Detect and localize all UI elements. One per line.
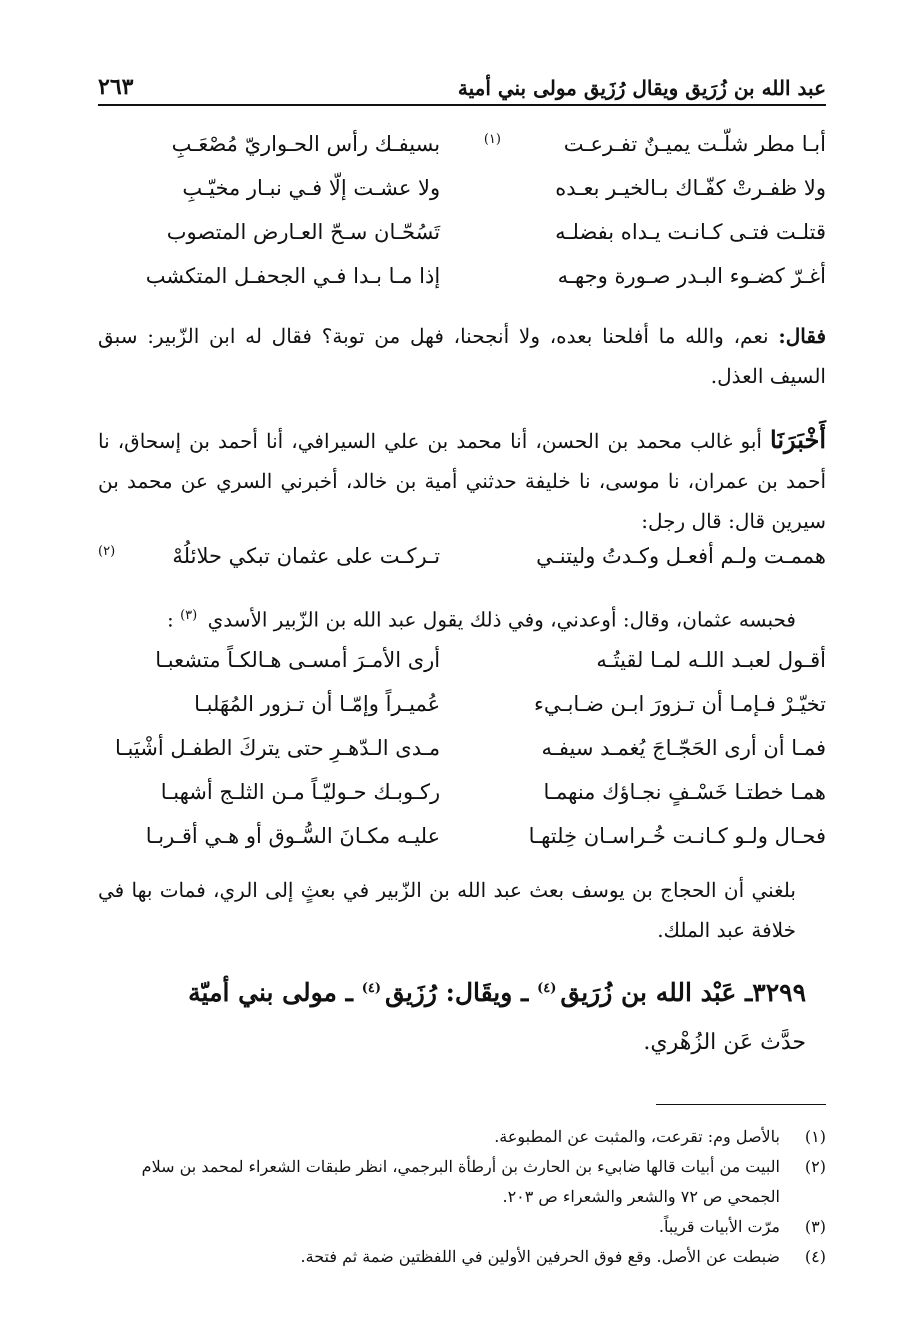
footnote-ref: (٣) bbox=[180, 608, 198, 623]
hemistich-first: أقـول لعبـد اللـه لمـا لقيتُـه bbox=[596, 648, 826, 672]
running-title: عبد الله بن زُرَيق ويقال رُزَيق مولى بني أمية bbox=[457, 76, 826, 100]
paragraph-reply bbox=[98, 316, 826, 396]
paragraph-text: بلغني أن الحجاج بن يوسف بعث عبد الله بن الزّبير في بعثٍ إلى الري، فمات بها في خلافة عبد الملك. bbox=[98, 878, 796, 942]
footnote-number: (١) bbox=[804, 1127, 826, 1146]
footnote bbox=[98, 1212, 826, 1242]
footnote-text: ضبطت عن الأصل. وقع فوق الحرفين الأولين في اللفظتين ضمة ثم فتحة. bbox=[300, 1247, 780, 1266]
entry-name: ـ عَبْد الله بن زُرَيق bbox=[560, 978, 753, 1007]
paragraph-text: أبو غالب محمد بن الحسن، أنا محمد بن علي السيرافي، أنا أحمد بن إسحاق، نا أحمد بن عمران، نا موسى، نا خليفة حدثني أمية بن خالد، أخبرني السري عن محمد بن سيرين قال: قال رجل: bbox=[98, 429, 826, 533]
verse-single bbox=[98, 544, 826, 588]
entry-number: ٣٢٩٩ bbox=[752, 978, 806, 1007]
verse-line bbox=[98, 780, 826, 824]
paragraph-lead: فقال: bbox=[778, 324, 826, 348]
footnote-ref: (٤) bbox=[537, 980, 557, 996]
footnote-number: (٣) bbox=[804, 1217, 826, 1236]
footnote-number: (٤) bbox=[804, 1247, 826, 1266]
paragraph-death bbox=[98, 870, 826, 950]
hemistich-first: فحـال ولـو كـانـت خُـراسـان خِلتهـا bbox=[528, 824, 826, 848]
footnote bbox=[98, 1152, 826, 1212]
hemistich-second: عليـه مكـانَ السُّـوق أو هـي أقـربـا bbox=[145, 824, 441, 848]
hemistich-first: أبـا مطر شلّـت يميـنٌ تفـرعـت (١) bbox=[483, 132, 826, 156]
page-number: ٢٦٣ bbox=[98, 74, 134, 100]
hemistich-first: هممـت ولـم أفعـل وكـدتُ وليتنـي bbox=[536, 544, 826, 568]
verse-line bbox=[98, 132, 826, 176]
hemistich-second: ركـوبـك حـوليّـاً مـن الثلـج أشهبـا bbox=[160, 780, 441, 804]
hemistich-second: تَسُحّـان سـحّ العـارض المتصوب bbox=[166, 220, 441, 244]
footnote-text: بالأصل وم: تقرعت، والمثبت عن المطبوعة. bbox=[494, 1127, 780, 1146]
hemistich-second: بسيفـك رأس الحـواريّ مُصْعَـبِ bbox=[171, 132, 441, 156]
footnote bbox=[98, 1122, 826, 1152]
hemistich-second: مـدى الـدّهـرِ حتى يتركَ الطفـل أشْيَبـا bbox=[115, 736, 441, 760]
hemistich-first: تخيّـرْ فـإمـا أن تـزورَ ابـن ضـابـيء bbox=[534, 692, 826, 716]
hemistich-second: أرى الأمـرَ أمسـى هـالكـاً متشعبـا bbox=[155, 648, 441, 672]
hemistich-second: تـركـت على عثمان تبكي حلائلُهْ (٢) bbox=[98, 544, 441, 568]
paragraph-prison: فحبسه عثمان، وقال: أوعدني، وفي ذلك يقول عبد الله بن الزّبير الأسدي $^{(٣)}$ : bbox=[166, 607, 796, 632]
footnote-text: البيت من أبيات قالها ضابيء بن الحارث بن أرطأة البرجمي، انظر طبقات الشعراء لمحمد بن سلام الجمحي ص ٧٢ والشعر والشعراء ص ٢٠٣. bbox=[141, 1157, 780, 1206]
verse-line bbox=[98, 544, 826, 588]
paragraph-isnad bbox=[98, 420, 826, 541]
hemistich-first: قتلـت فتـى كـانـت يـداه بفضلـه bbox=[555, 220, 826, 244]
verse-line bbox=[98, 176, 826, 220]
verse-line bbox=[98, 220, 826, 264]
hemistich-second: إذا مـا بـدا فـي الجحفـل المتكشب bbox=[145, 264, 441, 288]
hemistich-first: أغـرّ كضـوء البـدر صـورة وجهـه bbox=[557, 264, 826, 288]
hemistich-second: ولا عشـت إلّا فـي نبـار مخيّـبِ bbox=[182, 176, 441, 200]
paragraph-text: فحبسه عثمان، وقال: أوعدني، وفي ذلك يقول عبد الله بن الزّبير الأسدي bbox=[207, 607, 796, 632]
footnote-text: مرّت الأبيات قريباً. bbox=[658, 1217, 780, 1236]
paragraph-lead: أَخْبَرَنَا bbox=[770, 425, 826, 454]
hemistich-first: فمـا أن أرى الحَجّـاجَ يُغمـد سيفـه bbox=[541, 736, 826, 760]
footnote-ref: (٤) bbox=[361, 980, 381, 996]
entry-heading: ٣٢٩٩ـ عَبْد الله بن زُرَيق$^{(٤)}$ ـ ويقَال: رُزَيق$^{(٤)}$ ـ مولى بني أميّة bbox=[188, 978, 806, 1007]
footnote bbox=[98, 1242, 826, 1272]
footnote-ref: (١) bbox=[483, 132, 501, 147]
entry-subline: حدَّث عَن الزُهْري. bbox=[643, 1030, 806, 1055]
hemistich-first: همـا خطتـا خَسْـفٍ نجـاؤك منهمـا bbox=[543, 780, 826, 804]
verse-line bbox=[98, 264, 826, 308]
footnote-divider bbox=[656, 1104, 826, 1105]
footnote-ref: (٢) bbox=[98, 544, 116, 559]
verse-line bbox=[98, 736, 826, 780]
poem-1 bbox=[98, 132, 826, 308]
paragraph-text: نعم، والله ما أفلحنا بعده، ولا أنجحنا، فهل من توبة؟ فقال له ابن الزّبير: سبق السيف العذل. bbox=[98, 324, 826, 388]
page-header bbox=[98, 66, 826, 106]
footnote-number: (٢) bbox=[804, 1157, 826, 1176]
verse-line bbox=[98, 692, 826, 736]
verse-line bbox=[98, 824, 826, 868]
hemistich-second: عُميـراً وإمّـا أن تـزور المُهَلبـا bbox=[194, 692, 441, 716]
verse-line bbox=[98, 648, 826, 692]
poem-2 bbox=[98, 648, 826, 868]
hemistich-first: ولا ظفـرتْ كفّـاك بـالخيـر بعـده bbox=[555, 176, 826, 200]
footnotes bbox=[98, 1122, 826, 1272]
